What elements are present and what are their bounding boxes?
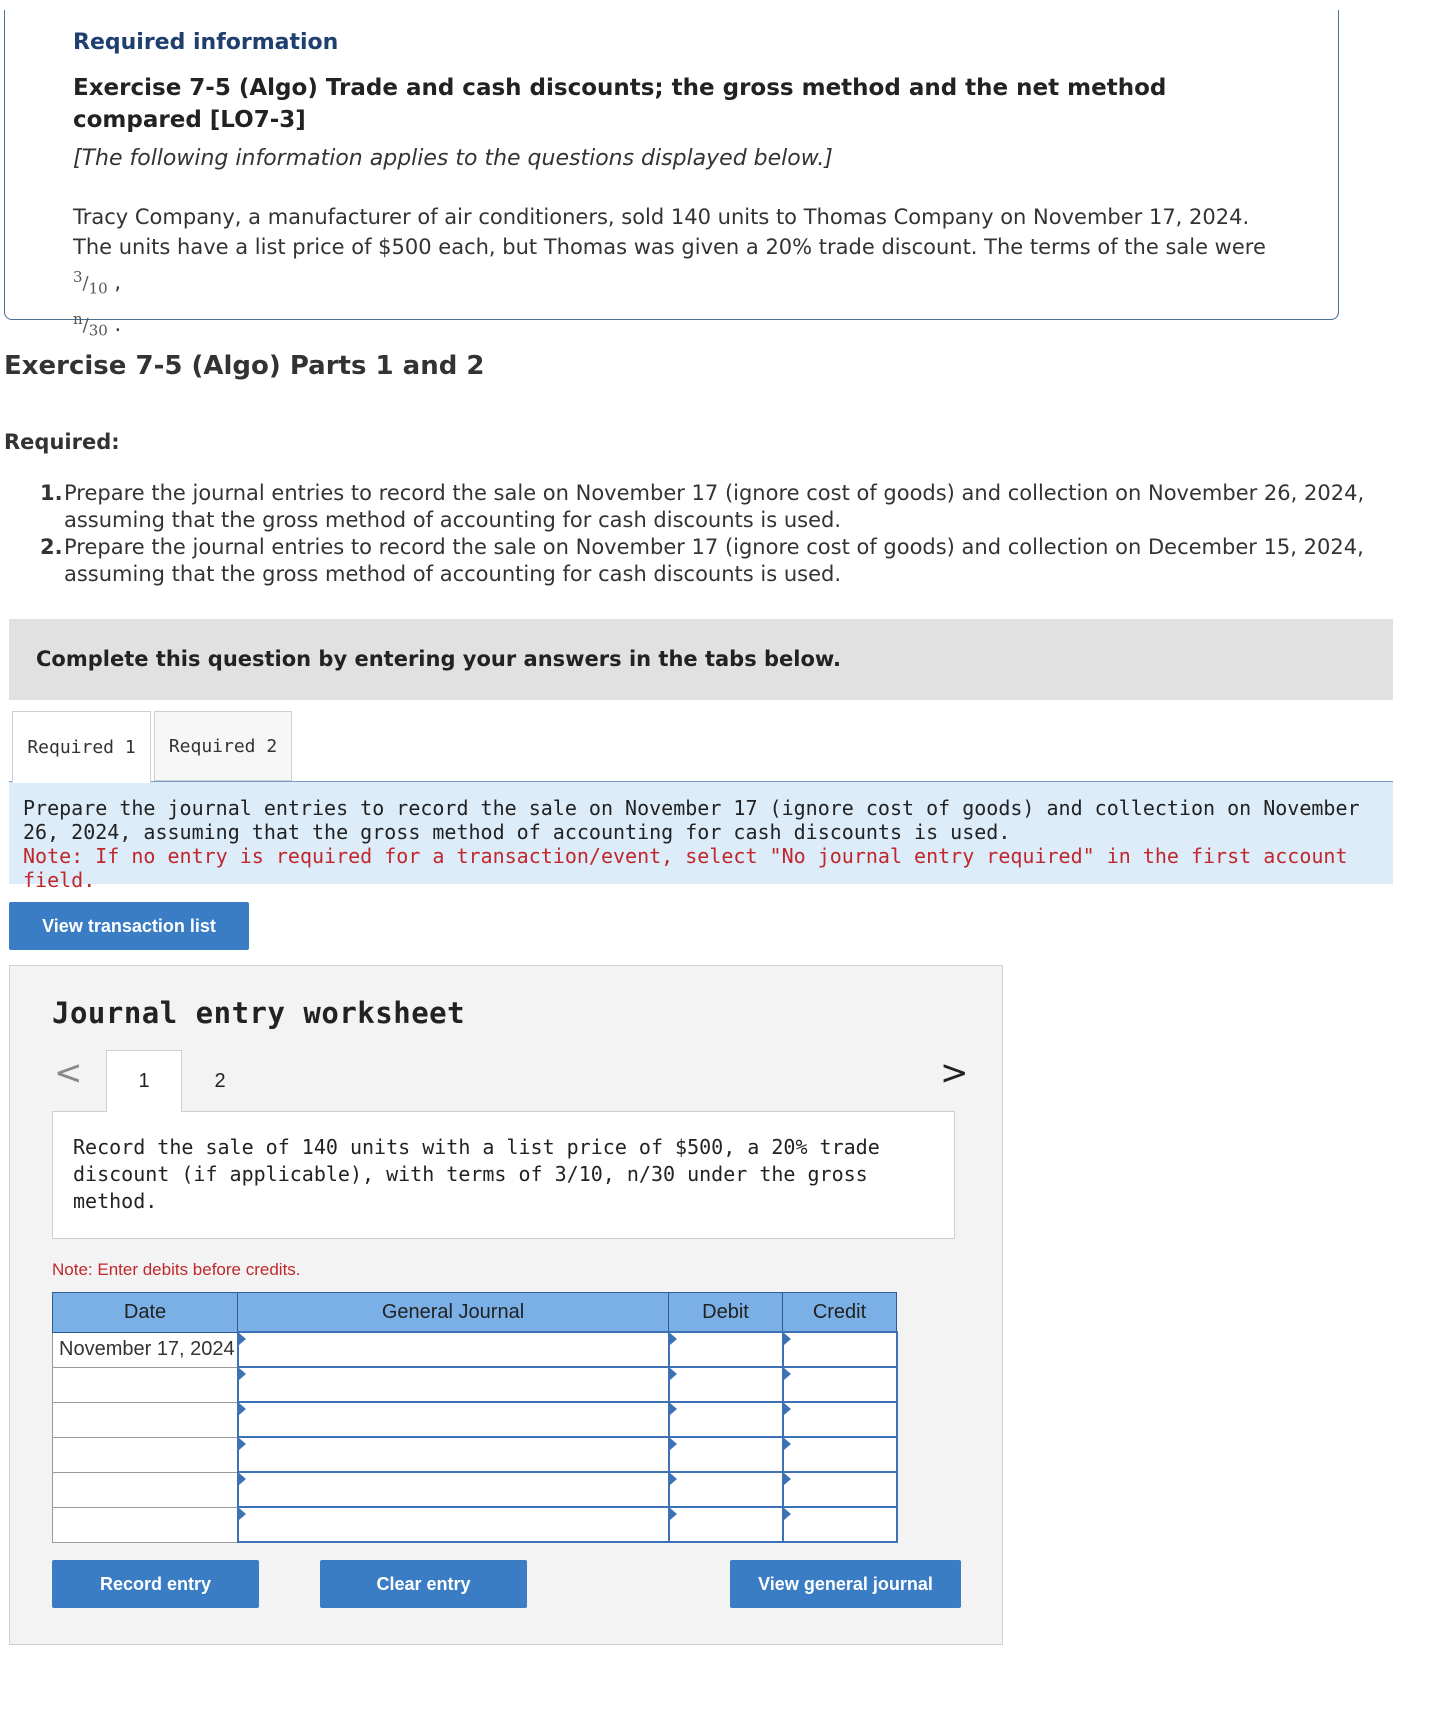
transaction-description: Record the sale of 140 units with a list price of $500, a 20% trade discount (if applicable), with terms of 3/10, n/30 under the gross method. bbox=[52, 1111, 955, 1239]
table-row bbox=[53, 1367, 897, 1402]
debit-input[interactable] bbox=[669, 1472, 783, 1507]
dropdown-marker-icon bbox=[784, 1473, 791, 1485]
requirements-list bbox=[40, 480, 1370, 588]
term-fraction-1: $^3/_{10}$ bbox=[73, 268, 108, 298]
requirement-item: 2. Prepare the journal entries to record the sale on November 17 (ignore cost of goods) and collection on December 15, 2024, assuming that the gross method of accounting for cash discounts is used. bbox=[40, 535, 1364, 586]
credit-input[interactable] bbox=[783, 1437, 897, 1472]
dropdown-marker-icon bbox=[784, 1368, 791, 1380]
view-transaction-list-button[interactable]: View transaction list bbox=[9, 902, 249, 950]
dropdown-marker-icon bbox=[784, 1403, 791, 1415]
credit-input[interactable] bbox=[783, 1507, 897, 1542]
debit-input[interactable] bbox=[669, 1402, 783, 1437]
required-information-panel bbox=[4, 10, 1339, 340]
debit-input[interactable] bbox=[669, 1437, 783, 1472]
required-label: Required: bbox=[4, 430, 120, 454]
table-row bbox=[53, 1437, 897, 1472]
credit-input[interactable] bbox=[783, 1472, 897, 1507]
journal-entry-worksheet bbox=[9, 965, 1003, 1645]
table-row bbox=[53, 1402, 897, 1437]
dropdown-marker-icon bbox=[670, 1368, 677, 1380]
dropdown-marker-icon bbox=[239, 1473, 246, 1485]
general-journal-header: General Journal bbox=[238, 1293, 669, 1333]
term-fraction-2: $^n/_{30}$ bbox=[73, 309, 108, 340]
dropdown-marker-icon bbox=[784, 1333, 791, 1345]
account-input[interactable] bbox=[238, 1472, 669, 1507]
view-general-journal-button[interactable]: View general journal bbox=[730, 1560, 961, 1608]
instructions-panel bbox=[9, 782, 1393, 892]
applies-note: [The following information applies to the questions displayed below.] bbox=[73, 146, 833, 171]
complete-prompt: Complete this question by entering your answers in the tabs below. bbox=[36, 647, 841, 671]
dropdown-marker-icon bbox=[239, 1333, 246, 1345]
debits-note: Note: Enter debits before credits. bbox=[52, 1260, 301, 1279]
account-input[interactable] bbox=[238, 1402, 669, 1437]
account-input[interactable] bbox=[238, 1437, 669, 1472]
dropdown-marker-icon bbox=[670, 1473, 677, 1485]
prev-arrow-icon[interactable]: < bbox=[54, 1053, 83, 1093]
problem-paragraph: Tracy Company, a manufacturer of air conditioners, sold 140 units to Thomas Company on November 17, 2024. The units have a list price of $500 each, but Thomas was given a 20% trade discount. The terms of the sale were $^3/_{10}$ , $^n/_{30}$ . bbox=[73, 205, 1266, 340]
table-row bbox=[53, 1472, 897, 1507]
table-row bbox=[53, 1507, 897, 1542]
worksheet-title: Journal entry worksheet bbox=[52, 996, 466, 1030]
tab-required-1[interactable]: Required 1 bbox=[12, 711, 151, 783]
record-entry-button[interactable]: Record entry bbox=[52, 1560, 259, 1608]
debit-input[interactable] bbox=[669, 1507, 783, 1542]
debit-input[interactable] bbox=[669, 1367, 783, 1402]
dropdown-marker-icon bbox=[239, 1403, 246, 1415]
credit-header: Credit bbox=[783, 1293, 897, 1333]
dropdown-marker-icon bbox=[784, 1438, 791, 1450]
problem-text: Tracy Company, a manufacturer of air conditioners, sold 140 units to Thomas Company on November 17, 2024. The units have a list price of $500 each, but Thomas was given a 20% trade discount. The terms of the sale were bbox=[73, 205, 1266, 259]
date-cell[interactable] bbox=[53, 1507, 238, 1542]
dropdown-marker-icon bbox=[670, 1438, 677, 1450]
dropdown-marker-icon bbox=[239, 1508, 246, 1520]
account-input[interactable] bbox=[238, 1507, 669, 1542]
debit-input[interactable] bbox=[669, 1332, 783, 1367]
account-input[interactable] bbox=[238, 1367, 669, 1402]
dropdown-marker-icon bbox=[670, 1508, 677, 1520]
next-arrow-icon[interactable]: > bbox=[940, 1053, 969, 1093]
part-title: Exercise 7-5 (Algo) Parts 1 and 2 bbox=[4, 351, 485, 381]
exercise-title: Exercise 7-5 (Algo) Trade and cash discounts; the gross method and the net method compared [LO7-3] bbox=[73, 75, 1167, 133]
dropdown-marker-icon bbox=[784, 1508, 791, 1520]
instructions-note: Note: If no entry is required for a transaction/event, select "No journal entry required" in the first account field. bbox=[23, 844, 1348, 892]
credit-input[interactable] bbox=[783, 1367, 897, 1402]
worksheet-page-2[interactable]: 2 bbox=[214, 1069, 226, 1092]
date-cell[interactable] bbox=[53, 1437, 238, 1472]
journal-table bbox=[52, 1292, 898, 1543]
date-cell[interactable] bbox=[53, 1367, 238, 1402]
date-cell[interactable] bbox=[53, 1472, 238, 1507]
dropdown-marker-icon bbox=[239, 1368, 246, 1380]
tab-required-2[interactable]: Required 2 bbox=[154, 711, 292, 781]
table-row bbox=[53, 1332, 897, 1367]
dropdown-marker-icon bbox=[670, 1403, 677, 1415]
required-information-label: Required information bbox=[73, 30, 339, 55]
credit-input[interactable] bbox=[783, 1402, 897, 1437]
date-cell[interactable] bbox=[53, 1402, 238, 1437]
debit-header: Debit bbox=[669, 1293, 783, 1333]
requirement-item: 1. Prepare the journal entries to record the sale on November 17 (ignore cost of goods) and collection on November 26, 2024, assuming that the gross method of accounting for cash discounts is used. bbox=[40, 481, 1365, 532]
account-input[interactable] bbox=[238, 1332, 669, 1367]
dropdown-marker-icon bbox=[670, 1333, 677, 1345]
date-cell[interactable]: November 17, 2024 bbox=[53, 1332, 238, 1367]
instructions-text: Prepare the journal entries to record the sale on November 17 (ignore cost of goods) and collection on November 26, 2024, assuming that the gross method of accounting for cash discounts is used. bbox=[23, 796, 1360, 844]
worksheet-page-1[interactable]: 1 bbox=[106, 1050, 182, 1112]
complete-prompt-bar bbox=[9, 619, 1393, 700]
date-header: Date bbox=[53, 1293, 238, 1333]
clear-entry-button[interactable]: Clear entry bbox=[320, 1560, 527, 1608]
dropdown-marker-icon bbox=[239, 1438, 246, 1450]
credit-input[interactable] bbox=[783, 1332, 897, 1367]
